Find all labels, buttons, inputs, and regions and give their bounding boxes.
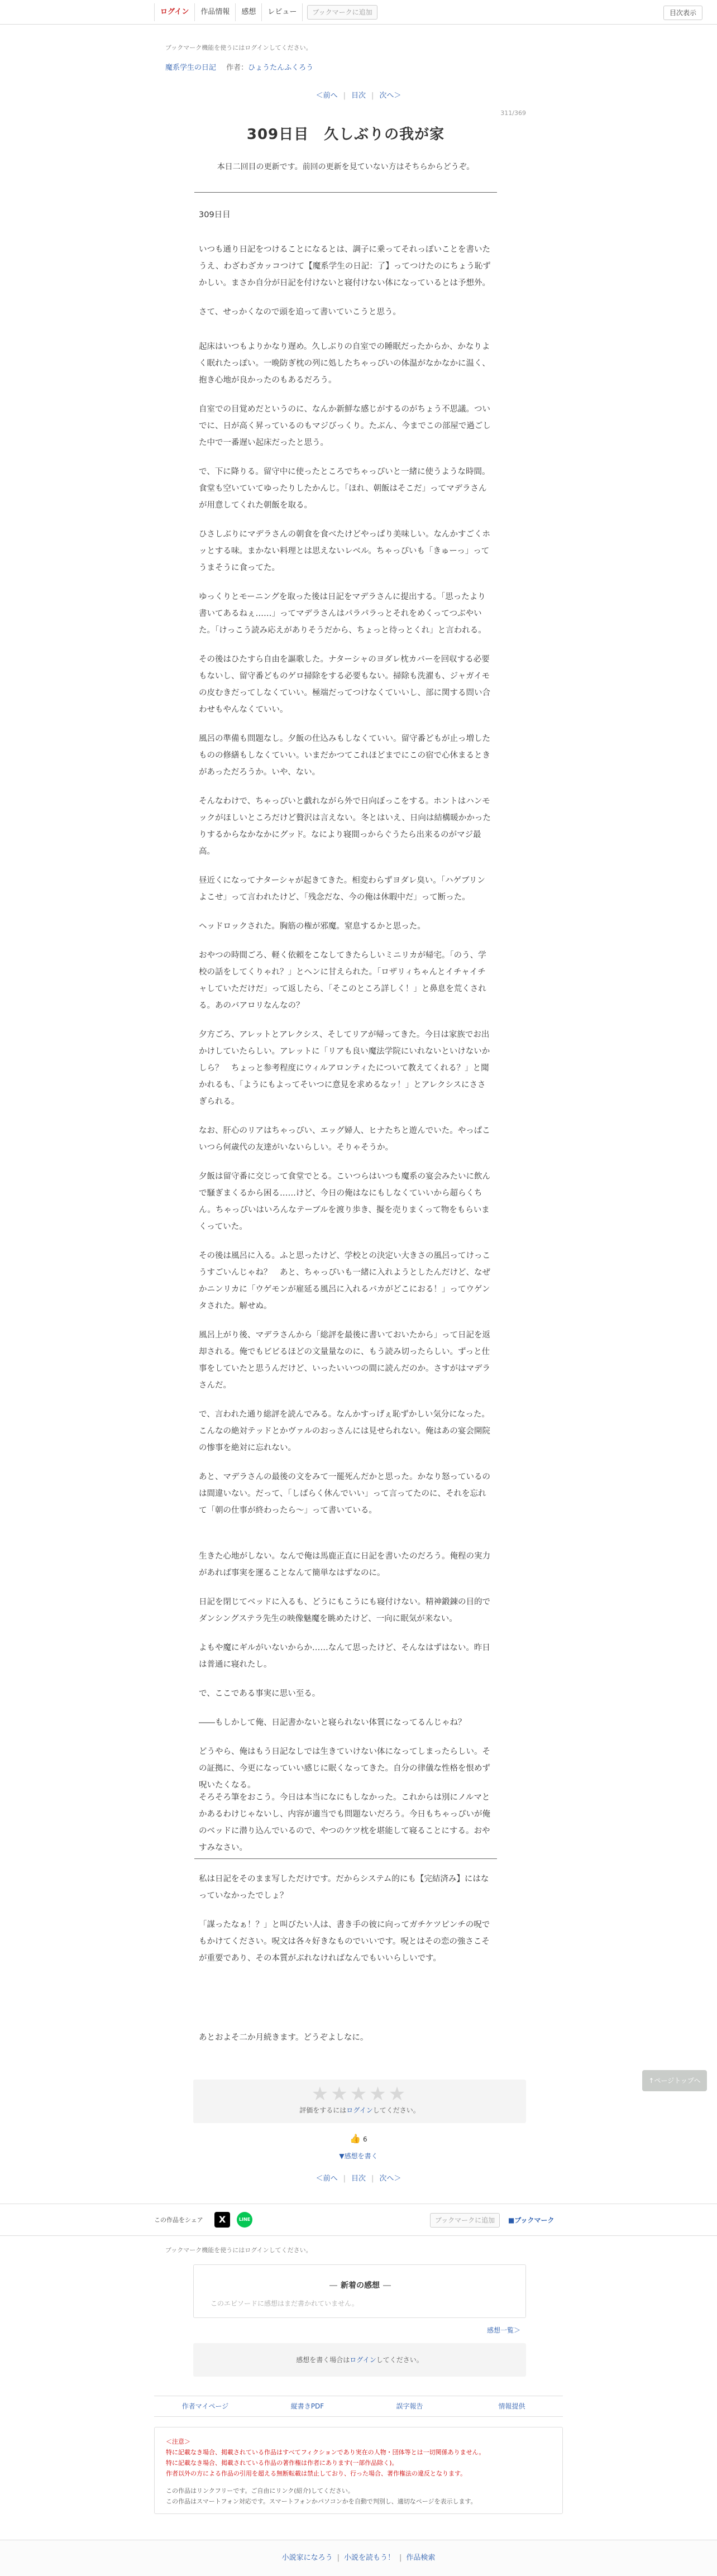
notice-line: 特に記載なき場合、掲載されている作品はすべてフィクションであり実在の人物・団体等とは一切関係ありません。 xyxy=(166,2449,485,2456)
body-paragraph: 自室での目覚めだというのに、なんか新鮮な感じがするのがちょう不思議。ついでに、日が高く昇っているのもマジびっくり。たぶん、今までこの部屋で過ごした中で一番遅い起床だったと思う。 xyxy=(199,405,491,447)
share-label: この作品をシェア xyxy=(154,2216,203,2224)
prev-link[interactable]: ＜前へ xyxy=(316,92,338,100)
bookmark-add-button-disabled: ブックマークに追加 xyxy=(307,5,377,20)
afterword-paragraph: 「謀ったなぁ！？」と叫びたい人は、書き手の彼に向ってガチケツピンチの呪でもかけてください。呪文は各々好きなものでいいです。呪とはその恋の強さこそが重要であり、その本質がぶれなければなんでもいいらしいです。 xyxy=(199,1920,490,1963)
login-link[interactable]: ログイン xyxy=(154,3,195,21)
toc-display-button[interactable]: 目次表示 xyxy=(663,6,702,20)
episode-title: 309日目 久しぶりの我が家 xyxy=(246,126,445,143)
afterword-divider xyxy=(194,1858,497,1859)
body-paragraph: ひさしぶりにマデラさんの朝食を食べたけどやっぱり美味しい。なんかすごくホッとする味。まかない料理とは思えないレベル。ちゃっぴいも「きゅーっ」ってうまそうに食ってた。 xyxy=(199,530,490,572)
new-impressions-box xyxy=(193,2264,526,2318)
episode-foreword: 本日二回目の更新です。前回の更新を見ていない方はそちらからどうぞ。 xyxy=(217,163,475,171)
rating-login-link[interactable]: ログイン xyxy=(346,2106,373,2114)
body-paragraph: 夕飯は留守番に交じって食堂でとる。こいつらはいつも魔系の宴会みたいに飲んで騒ぎまくるから困る……けど、今日の俺はなにもしなくていいから超らくちん。ちゃっぴいはいろんなテーブルを渡り歩き、擬を売りまくって物をもらいまくっていた。 xyxy=(199,1172,490,1231)
episode-header xyxy=(165,109,526,199)
body-paragraph: どうやら、俺はもう日記なしでは生きていけない体になってしまったらしい。その証拠に、今更になっていい感じに眠くなってきた。自分の律儀な性格を恨めず呪いたくなる。 xyxy=(199,1747,490,1790)
series-title-link[interactable]: 魔系学生の日記 xyxy=(165,64,217,72)
write-impression-login-box xyxy=(193,2343,526,2377)
top-bar xyxy=(0,0,717,25)
body-paragraph: さて、せっかくなので頭を追って書いていこうと思う。 xyxy=(199,308,401,317)
narou-home-link[interactable]: 小説家になろう xyxy=(281,2554,333,2562)
no-impressions-text: このエピソードに感想はまだ書かれていません。 xyxy=(211,2300,358,2307)
body-paragraph: おやつの時間ごろ、軽く依頼をこなしてきたらしいミニリカが帰宅。「のう、学校の話をしてくりゃれ？」とヘンに甘えられた。「ロザリィちゃんとイチャイチャしていただけだ」って返したら、「そこのところ詳しく！」と鼻息を荒くされる。あのバアロリなんなの？ xyxy=(199,951,486,1010)
bookmark-link[interactable]: ■ブックマーク xyxy=(508,2216,555,2224)
body-paragraph: あと、マデラさんの最後の文をみて一罷死んだかと思った。かなり怒っているのは間違いない。だって、「しばらく休んでいい」って言ってたのに、それを忘れて「朝の仕事が終わったら～」って書いている。 xyxy=(199,1473,490,1515)
bookmark-note-suffix: してください。 xyxy=(269,44,312,51)
body-paragraph: その後は風呂に入る。ふと思ったけど、学校との決定い大きさの風呂ってけっこうすごいんじゃね？ あと、ちゃっぴいも一緒に入れようとしたんだけど、なぜかニンリカに「ウゲモンが雇延る風呂に入れるバカがどこにおる！」ってウゲンタされた。解せぬ。 xyxy=(199,1251,490,1311)
thumbs-up-icon: 👍 xyxy=(350,2133,361,2144)
notice-line: 作者以外の方による作品の引用を超える無断転載は禁止しており、行った場合、著作権法の違反となります。 xyxy=(166,2470,467,2477)
x-share-icon[interactable]: X xyxy=(214,2212,230,2228)
episode-progress: 311/369 xyxy=(500,109,526,117)
info-report-link[interactable]: 情報提供 xyxy=(498,2402,525,2410)
footer-links xyxy=(154,2396,563,2417)
bottom-bar: 小説家になろう | 小説を読もう！ | 作品検索 xyxy=(0,2540,717,2576)
body-paragraph: ヘッドロックされた。胸筋の権が邪魔。窒息するかと思った。 xyxy=(199,922,426,931)
rating-note-suffix: してください。 xyxy=(372,2106,420,2114)
bookmark-note xyxy=(165,41,526,52)
body-paragraph: 起床はいつもよりかなり遅め。久しぶりの自室での睡眠だったからか、かなりよく眠れたっぽい。一晩防ぎ枕の列に処したちゃっぴいの体温がなかなかに温く、抱き心地が良かったのもあるだろう。 xyxy=(199,342,490,385)
notice-line: この作品はリンクフリーです。ご自由にリンク(紹介)してください。 xyxy=(166,2487,354,2494)
body-paragraph: 生きた心地がしない。なんで俺は馬鹿正直に日記を書いたのだろう。俺程の実力があれば事実を運ることなんて簡単なはずなのに。 xyxy=(199,1552,490,1578)
body-paragraph: 風呂上がり後、マデラさんから「総評を最後に書いておいたから」って日記を返却される。俺でもビビるほどの文量量なのに、もう読み切ったらしい。ずっと仕事をしていたと思うんだけど、いったいいつの間に読んだのか。さすがはマデラさんだ。 xyxy=(199,1331,490,1390)
write-impression-suffix: してください。 xyxy=(376,2356,423,2364)
author-link[interactable]: ひょうたんふくろう xyxy=(248,64,314,72)
line-share-icon[interactable]: LINE xyxy=(237,2212,252,2228)
body-paragraph: 風呂の準備も問題なし。夕飯の仕込みもしなくていい。留守番どもが止っ増したものの修繕もしなくていい。いまだかつてこれほどまでにこの宿で心休まるときがあっただろうか。いや、ない。 xyxy=(199,734,490,777)
body-paragraph: ゆっくりとモーニングを取った後は日記をマデラさんに提出する。「思ったより書いてあるねぇ……」ってマデラさんはパラパラっとそれをめくってつぶやいた。「けっこう読み応えがありそうだから、ちょっと待っとくれ」と言われる。 xyxy=(199,592,486,635)
body-paragraph: そろそろ筆をおこう。今日は本当になにもしなかった。これからは別にノルマとかあるわけじゃないし、内容が適当でも問題ないだろう。今日もちゃっぴいが俺のベッドに潜り込んでいるので、やつのケツ枕を堪能して寝ることにする。おやすみなさい。 xyxy=(199,1793,490,1852)
write-impression-toggle[interactable]: ▼感想を書く xyxy=(339,2152,378,2160)
share-bar xyxy=(0,2204,717,2236)
afterword-paragraph: あとおよそ二か月続きます。どうぞよしなに。 xyxy=(199,2033,369,2042)
work-info-link[interactable]: 作品情報 xyxy=(195,3,236,21)
bookmark-note-prefix: ブックマーク機能を使うには xyxy=(165,2247,245,2254)
body-paragraph: いつも通り日記をつけることになるとは、調子に乗ってそれっぽいことを書いたうえ、わざわざカッコつけて【魔系学生の日記：了】ってつけたのにちょう恥ずかしい。まさか自分が日記を付けないと寝付けない体になっているとは予想外。 xyxy=(199,245,491,288)
bookmark-note-prefix: ブックマーク機能を使うには xyxy=(165,44,245,51)
typo-report-link[interactable]: 誤字報告 xyxy=(396,2402,423,2410)
rating-note xyxy=(193,2105,526,2115)
author-label: 作者： xyxy=(226,64,248,72)
notice-box xyxy=(154,2427,563,2514)
rating-note-prefix: 評価をするには xyxy=(299,2106,347,2114)
impressions-list-link[interactable]: 感想一覧＞ xyxy=(487,2326,521,2334)
new-impressions-title-text: 新着の感想 xyxy=(341,2281,380,2290)
pager-bottom: ＜前へ | 目次 | 次へ＞ xyxy=(316,2174,401,2183)
page-top-button[interactable]: ↑ページトップへ xyxy=(642,2070,707,2091)
bookmark-add-button-disabled: ブックマークに追加 xyxy=(430,2213,500,2228)
rating-box xyxy=(193,2080,526,2123)
notice-line: この作品はスマートフォン対応です。スマートフォンかパソコンかを自動で判別し、適切なページを表示します。 xyxy=(166,2498,477,2505)
bookmark-note-bottom xyxy=(165,2244,526,2254)
yomou-link[interactable]: 小説を読もう！ xyxy=(343,2554,395,2562)
new-impressions-title: ― 新着の感想 ― xyxy=(329,2281,391,2290)
like-button[interactable] xyxy=(0,2133,717,2144)
write-impression-prefix: 感想を書く場合は xyxy=(296,2356,350,2364)
afterword-paragraph: 私は日記をそのまま写しただけです。だからシステム的にも【完結済み】にはなっていなかったでしょ？ xyxy=(199,1875,489,1900)
body-paragraph: 夕方ごろ、アレットとアレクシス、そしてリアが帰ってきた。今日は家族でお出かけしていたらしい。アレットに「リアも良い魔法学院にいれないといけないかしら？ ちょっと参考程度にウィルアロンティたについて教えてくれる？」と聞かれるも、「ようにもよってそいつに意見を求めるなッ！」とアレクシスにささぎられる。 xyxy=(199,1030,490,1106)
vertical-pdf-link[interactable]: 縦書きPDF xyxy=(290,2402,324,2410)
body-paragraph: よもや魔にギルがいないからか……なんて思ったけど、そんなはずはない。昨日は普通に寝れたし。 xyxy=(199,1643,490,1669)
bookmark-note-login-link[interactable]: ログイン xyxy=(245,2247,269,2254)
toc-link[interactable]: 目次 xyxy=(351,92,366,100)
bookmark-note-login-link[interactable]: ログイン xyxy=(245,44,269,51)
body-paragraph: 309日目 xyxy=(199,211,231,219)
write-impression-login-link[interactable]: ログイン xyxy=(350,2356,376,2364)
prev-link[interactable]: ＜前へ xyxy=(316,2174,338,2183)
body-paragraph: で、下に降りる。留守中に使ったところでちゃっぴいと一緒に使うような時間。食堂も空いていてゆったりしたかんじ。「ほれ、朝飯はそこだ」ってマデラさんが用意してくれた朝飯を取る。 xyxy=(199,467,490,510)
next-link[interactable]: 次へ＞ xyxy=(379,2174,401,2183)
body-paragraph: 日記を閉じてベッドに入るも、どうにもこうにも寝付けない。精神鍛錬の目的でダンシングステラ先生の映像魅魔を眺めたけど、一向に眠気が来ない。 xyxy=(199,1598,490,1623)
work-search-link[interactable]: 作品検索 xyxy=(406,2554,436,2562)
series-info xyxy=(165,61,526,72)
body-paragraph: ――もしかして俺、日記書かないと寝られない体質になってるんじゃね？ xyxy=(199,1718,466,1727)
body-paragraph: その後はひたすら自由を謳歌した。ナターシャのヨダレ枕カバーを回収する必要もないし、留守番どものゲロ掃除をする必要もない。掃除も洗濯も、ジャガイモの皮むきだってしなくていい。極端だってつけなくていいし、部に関する問い合わせもやんなくていい。 xyxy=(199,655,490,714)
like-count: 6 xyxy=(363,2135,367,2143)
impressions-link[interactable]: 感想 xyxy=(236,3,262,21)
body-paragraph: そんなわけで、ちゃっぴいと戯れながら外で日向ぼっこをする。ホントはハンモックがほしいところだけど贅沢は言えない。冬とはいえ、日向は結構暖かかったりするからなかなかにグッド。なにより寝間っからぐうたら出来るのがマジ最高。 xyxy=(199,797,491,856)
toc-link[interactable]: 目次 xyxy=(351,2174,366,2183)
bookmark-note-suffix: してください。 xyxy=(269,2247,312,2254)
pager-top: ＜前へ | 目次 | 次へ＞ xyxy=(316,92,401,100)
foreword-divider xyxy=(194,192,497,193)
notice-line: 特に記載なき場合、掲載されている作品の著作権は作者にあります(一部作品除く)。 xyxy=(166,2459,398,2467)
rating-stars[interactable]: ★★★★★ xyxy=(311,2083,408,2105)
body-paragraph: で、ここである事実に思い至る。 xyxy=(199,1689,321,1698)
author-mypage-link[interactable]: 作者マイページ xyxy=(181,2402,229,2410)
notice-heading: ＜注意＞ xyxy=(166,2438,190,2445)
review-link[interactable]: レビュー xyxy=(262,3,303,21)
body-paragraph: で、言われた通り総評を読んでみる。なんかすっげぇ恥ずかしい気分になった。こんなの絶対テッドとかヴァルのおっさんには見せられない。俺はあの宴会開院の惨事を絶対に忘れない。 xyxy=(199,1410,490,1452)
next-link[interactable]: 次へ＞ xyxy=(379,92,401,100)
body-paragraph: 昼近くになってナターシャが起きてきた。相変わらずヨダレ臭い。「ハゲブリンよこせ」って言われたけど、「残念だな、今の俺は休暇中だ」って断った。 xyxy=(199,876,485,902)
top-nav xyxy=(154,3,377,21)
body-paragraph: なお、肝心のリアはちゃっぴい、エッグ婦人、ヒナたちと遊んでいた。やっぱこいつら何歳代の友達がいないらしい。そりゃそうか。 xyxy=(199,1126,490,1152)
